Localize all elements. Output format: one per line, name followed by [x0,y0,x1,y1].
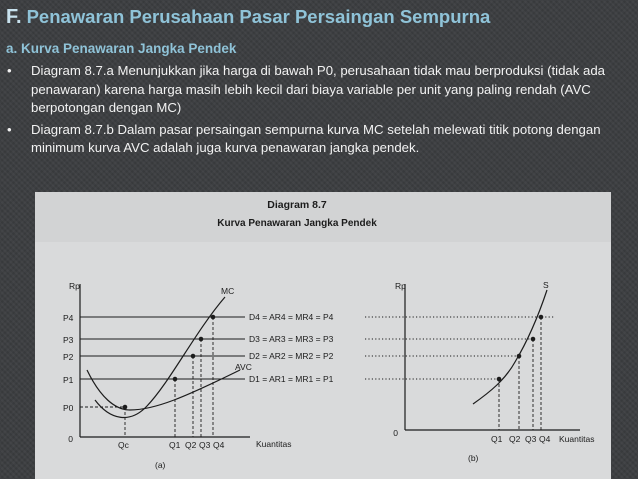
point-c [123,405,128,410]
panel-b-origin: 0 [393,428,398,438]
price-label-p0: P0 [63,403,74,413]
panel-a [63,281,555,470]
demand-label-4: D4 = AR4 = MR4 = P4 [249,312,334,322]
qty-label-q1: Q1 [169,440,181,450]
panel-a-y-label: Rp [69,281,80,291]
bullet-item [6,62,632,118]
section-letter: F. [6,6,22,28]
bullet-list [6,62,632,161]
demand-label-1: D1 = AR1 = MR1 = P1 [249,374,334,384]
b-point-4 [539,315,544,320]
panel-a-x-label: Kuantitas [256,439,292,449]
mc-label: MC [221,286,235,296]
diagram-figure [35,192,611,479]
panel-b-label: (b) [468,453,479,463]
supply-label: S [543,280,549,290]
b-point-3 [531,337,536,342]
panel-a-origin: 0 [68,434,73,444]
qty-label-q2: Q2 [185,440,197,450]
bullet-marker: • [7,121,12,137]
panel-b [393,280,594,463]
mc-curve [95,297,225,417]
panel-b-x-label: Kuantitas [559,434,595,444]
point-3 [199,337,204,342]
price-label-p3: P3 [63,335,74,345]
point-4 [211,315,216,320]
price-label-p4: P4 [63,313,74,323]
price-label-p1: P1 [63,375,74,385]
b-qty-label-q1: Q1 [491,434,503,444]
bullet-text: Diagram 8.7.b Dalam pasar persaingan sempurna kurva MC setelah melewati titik potong dengan minimum kurva AVC adalah juga kurva penawaran jangka pendek. [31,121,601,155]
slide-title [6,6,632,29]
figure-heading: Diagram 8.7 [267,199,327,211]
supply-curve [473,290,547,404]
diagram-svg [35,192,611,479]
bullet-item [6,121,632,158]
qty-label-q4: Q4 [213,440,225,450]
point-1 [173,377,178,382]
point-2 [191,354,196,359]
b-point-2 [517,354,522,359]
figure-caption: Kurva Penawaran Jangka Pendek [217,218,377,229]
subtitle: a. Kurva Penawaran Jangka Pendek [6,41,237,56]
b-point-1 [497,377,502,382]
b-qty-label-q4: Q4 [539,434,551,444]
qty-label-qc: Qc [118,440,129,450]
bullet-marker: • [7,63,12,78]
avc-curve [87,370,240,410]
panel-a-label: (a) [155,460,166,470]
title-text: Penawaran Perusahaan Pasar Persaingan Sempurna [26,6,491,27]
b-qty-label-q3: Q3 [525,434,537,444]
b-qty-label-q2: Q2 [509,434,521,444]
avc-label: AVC [235,362,252,372]
demand-label-3: D3 = AR3 = MR3 = P3 [249,334,334,344]
panel-b-y-label: Rp [395,281,406,291]
bullet-text: Diagram 8.7.a Menunjukkan jika harga di bawah P0, perusahaan tidak mau berproduksi (tidak ada penawaran) karena harga masih lebih kecil dari biaya variable per unit yang paling rendah (AVC berpotongan dengan MC) [31,63,605,115]
demand-label-2: D2 = AR2 = MR2 = P2 [249,351,334,361]
qty-label-q3: Q3 [199,440,211,450]
price-label-p2: P2 [63,352,74,362]
